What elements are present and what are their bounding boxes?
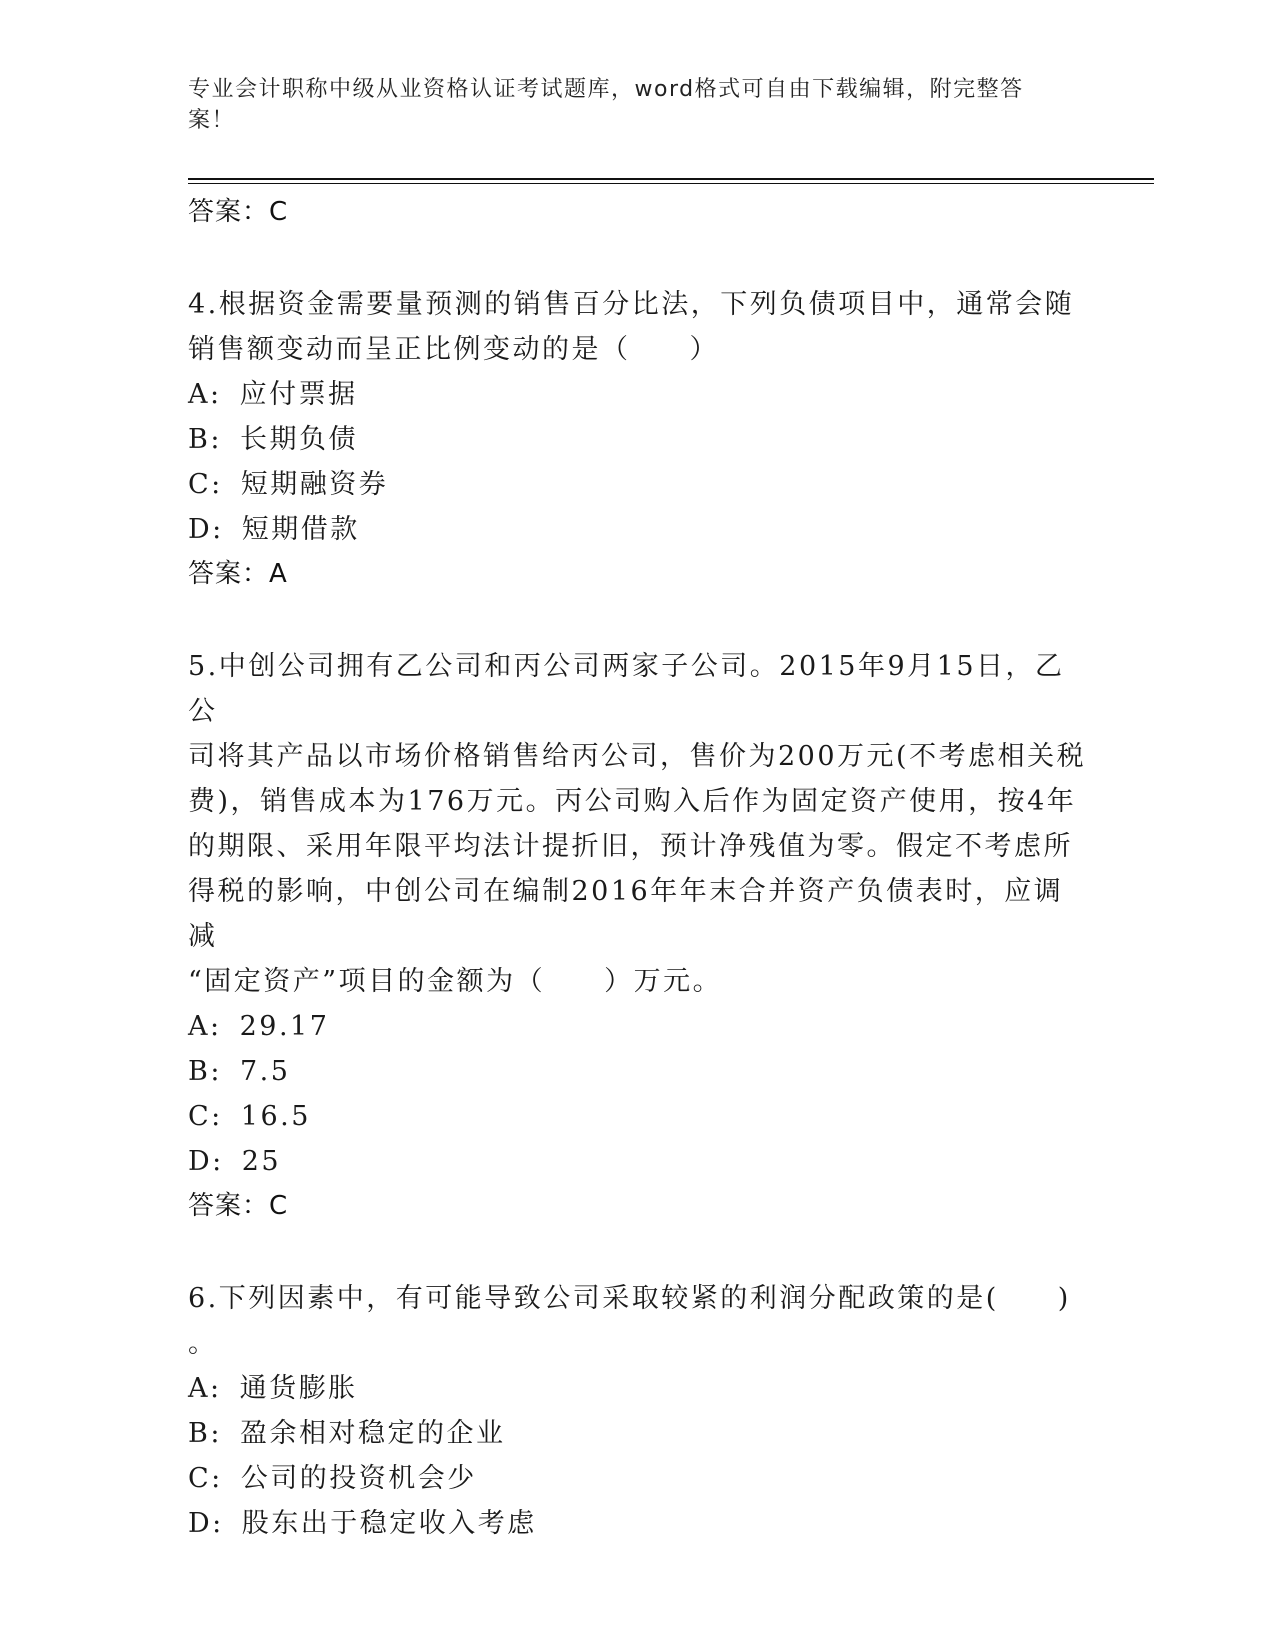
header-line-2: 案！	[188, 108, 236, 133]
option-d	[188, 1139, 1088, 1184]
option-a	[188, 1004, 1088, 1049]
question-answer: 答案：C	[188, 1191, 289, 1221]
option-c	[188, 1094, 1088, 1139]
option-letter: C:	[188, 1463, 223, 1494]
stem-line: “固定资产”项目的金额为（ ）万元。	[188, 966, 723, 997]
option-text: 通货膨胀	[239, 1373, 358, 1404]
stem-line: 的期限、采用年限平均法计提折旧，预计净残值为零。假定不考虑所	[188, 831, 1073, 862]
question-4	[188, 282, 1088, 596]
stem-line: 司将其产品以市场价格销售给丙公司，售价为200万元(不考虑相关税	[188, 741, 1087, 772]
option-letter: A:	[188, 1373, 222, 1404]
question-6	[188, 1276, 1088, 1546]
option-c	[188, 462, 1088, 507]
option-text: 公司的投资机会少	[240, 1463, 477, 1494]
stem-line: 6.下列因素中，有可能导致公司采取较紧的利润分配政策的是( )	[188, 1283, 1071, 1314]
option-b	[188, 1411, 1088, 1456]
option-text: 股东出于稳定收入考虑	[241, 1508, 537, 1539]
header-rule-thin	[188, 183, 1154, 184]
option-text: 短期融资券	[240, 469, 389, 500]
option-b	[188, 417, 1088, 462]
question-content	[188, 190, 1088, 1546]
option-a	[188, 1366, 1088, 1411]
stem-line: 得税的影响，中创公司在编制2016年年末合并资产负债表时，应调减	[188, 876, 1064, 952]
option-letter: C:	[188, 469, 223, 500]
stem-line: 5.中创公司拥有乙公司和丙公司两家子公司。2015年9月15日，乙公	[188, 651, 1065, 727]
option-letter: D:	[188, 1146, 224, 1177]
option-text: 长期负债	[239, 424, 358, 455]
stem-line: 销售额变动而呈正比例变动的是（ ）	[188, 334, 719, 365]
header-rule-thick	[188, 178, 1154, 180]
question-answer: 答案：A	[188, 559, 288, 589]
question-5	[188, 644, 1088, 1228]
question-stem	[188, 644, 1088, 1004]
question-stem	[188, 282, 1088, 372]
header-line-1: 专业会计职称中级从业资格认证考试题库，word格式可自由下载编辑，附完整答	[188, 77, 1024, 102]
option-text: 25	[241, 1146, 282, 1177]
option-letter: C:	[188, 1101, 223, 1132]
option-text: 短期借款	[241, 514, 360, 545]
option-letter: B:	[188, 424, 222, 455]
option-d	[188, 1501, 1088, 1546]
option-c	[188, 1456, 1088, 1501]
question-stem	[188, 1276, 1088, 1366]
stem-line: 费)，销售成本为176万元。丙公司购入后作为固定资产使用，按4年	[188, 786, 1077, 817]
option-text: 盈余相对稳定的企业	[239, 1418, 506, 1449]
option-letter: A:	[188, 379, 222, 410]
previous-answer: 答案：C	[188, 197, 289, 227]
page-header	[188, 74, 1068, 136]
option-letter: B:	[188, 1056, 222, 1087]
option-a	[188, 372, 1088, 417]
option-letter: A:	[188, 1011, 222, 1042]
option-text: 16.5	[240, 1101, 311, 1132]
option-b	[188, 1049, 1088, 1094]
stem-line: 4.根据资金需要量预测的销售百分比法，下列负债项目中，通常会随	[188, 289, 1075, 320]
option-text: 应付票据	[239, 379, 358, 410]
option-text: 7.5	[239, 1056, 291, 1087]
stem-line: 。	[188, 1328, 218, 1359]
option-text: 29.17	[239, 1011, 330, 1042]
option-letter: D:	[188, 514, 224, 545]
option-letter: D:	[188, 1508, 224, 1539]
option-letter: B:	[188, 1418, 222, 1449]
option-d	[188, 507, 1088, 552]
